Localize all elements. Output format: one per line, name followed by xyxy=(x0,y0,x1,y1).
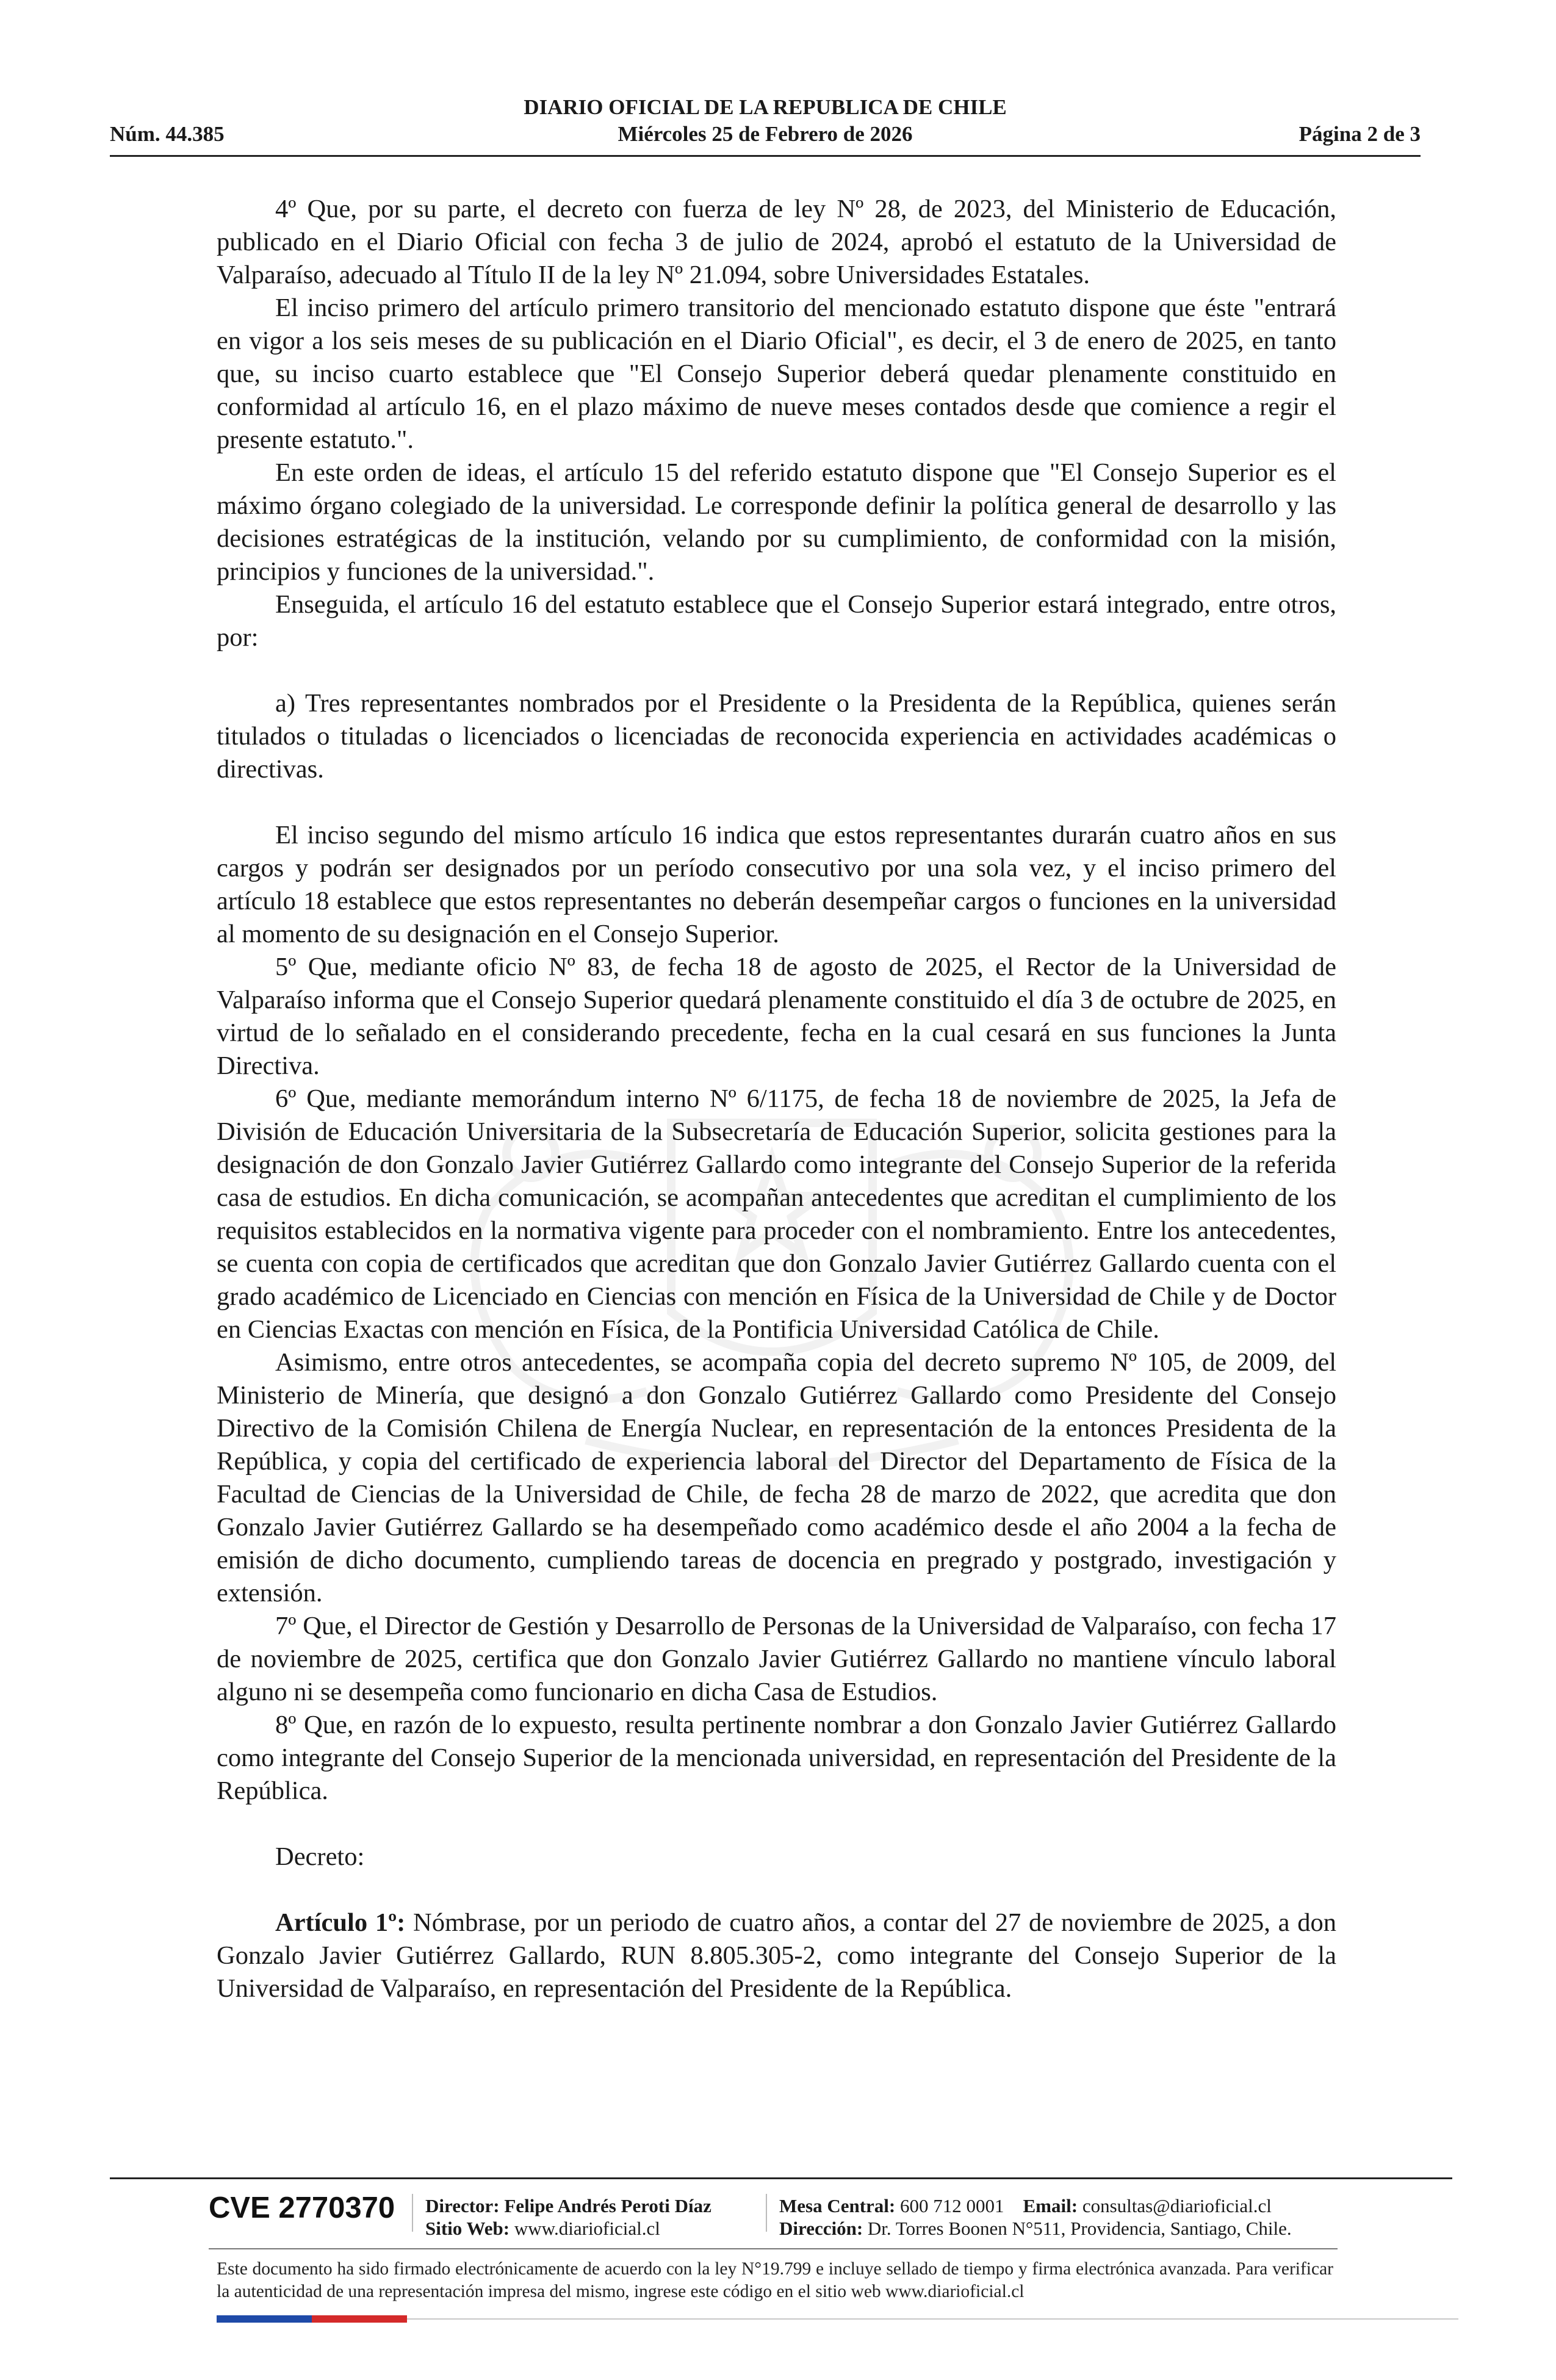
footer-divider xyxy=(766,2194,767,2232)
paragraph-inciso-segundo: El inciso segundo del mismo artículo 16 indica que estos representantes durarán cuatro años en sus cargos y podrán ser designados por un período consecutivo por una sola vez, y el inciso primero del artículo 18 establece que estos representantes no deberán desempeñar cargos o funciones en la universidad al momento de su designación en el Consejo Superior. xyxy=(217,821,1336,948)
director-value: Felipe Andrés Peroti Díaz xyxy=(504,2195,711,2216)
header-rule xyxy=(110,155,1421,157)
paragraph-asimismo: Asimismo, entre otros antecedentes, se acompaña copia del decreto supremo Nº 105, de 2009, del Ministerio de Minería, que designó a don Gonzalo Gutiérrez Gallardo como Presidente del Consejo Directivo de la Comisión Chilena de Energía Nuclear, en representación de la entonces Presidenta de la República, y copia del certificado de experiencia laboral del Director del Departamento de Física de la Facultad de Ciencias de la Universidad de Chile, de fecha 28 de marzo de 2022, que acredita que don Gonzalo Javier Gutiérrez Gallardo se ha desempeñado como académico desde el año 2004 a la fecha de emisión de dicho documento, cumpliendo tareas de docencia en pregrado y postgrado, investigación y extensión. xyxy=(217,1348,1336,1607)
paragraph-literal-a: a) Tres representantes nombrados por el Presidente o la Presidenta de la República, quienes serán titulados o tituladas o licenciados o licenciadas de reconocida experiencia en actividades académicas o directivas. xyxy=(217,689,1336,784)
cve-code: CVE 2770370 xyxy=(209,2191,395,2224)
article-1 xyxy=(217,1906,1336,2005)
address-value: Dr. Torres Boonen N°511, Providencia, Santiago, Chile. xyxy=(867,2218,1292,2239)
email-label: Email: xyxy=(1023,2195,1078,2216)
flag-rule xyxy=(407,2318,1458,2320)
paragraph-considerando-8: 8º Que, en razón de lo expuesto, resulta pertinente nombrar a don Gonzalo Javier Gutiérrez Gallardo como integrante del Consejo Superior de la mencionada universidad, en representación del Presidente de la República. xyxy=(217,1711,1336,1805)
issue-number: Núm. 44.385 xyxy=(110,122,225,146)
decreto-heading: Decreto: xyxy=(275,1842,365,1871)
site-label: Sitio Web: xyxy=(425,2218,510,2239)
flag-red-segment xyxy=(312,2315,407,2323)
footer-rule xyxy=(110,2177,1452,2179)
article-1-text: Nómbrase, por un periodo de cuatro años, a contar del 27 de noviembre de 2025, a don Gonzalo Javier Gutiérrez Gallardo, RUN 8.805.305-2, como integrante del Consejo Superior de la Universidad de Valparaíso, en representación del Presidente de la República. xyxy=(217,1908,1336,2003)
page-number: Página 2 de 3 xyxy=(1298,122,1421,146)
phone-value: 600 712 0001 xyxy=(900,2195,1004,2216)
paragraph-articulo-16: Enseguida, el artículo 16 del estatuto establece que el Consejo Superior estará integrado, entre otros, por: xyxy=(217,590,1336,652)
flag-blue-segment xyxy=(217,2315,312,2323)
footer-divider xyxy=(412,2194,413,2232)
page-header xyxy=(110,92,1421,159)
issue-date: Miércoles 25 de Febrero de 2026 xyxy=(618,122,913,146)
director-label: Director: xyxy=(425,2195,500,2216)
email-link[interactable]: consultas@diarioficial.cl xyxy=(1082,2195,1272,2216)
paragraph-transitorio: El inciso primero del artículo primero transitorio del mencionado estatuto dispone que éste "entrará en vigor a los seis meses de su publicación en el Diario Oficial", es decir, el 3 de enero de 2025, en tanto que, su inciso cuarto establece que "El Consejo Superior deberá quedar plenamente constituido en conformidad al artículo 16, en el plazo máximo de nueve meses contados desde que comience a regir el presente estatuto.". xyxy=(217,294,1336,454)
paragraph-considerando-4: 4º Que, por su parte, el decreto con fuerza de ley Nº 28, de 2023, del Ministerio de Educación, publicado en el Diario Oficial con fecha 3 de julio de 2024, aprobó el estatuto de la Universidad de Valparaíso, adecuado al Título II de la ley Nº 21.094, sobre Universidades Estatales. xyxy=(217,195,1336,289)
footer-contact-block xyxy=(779,2194,1292,2240)
paragraph-considerando-6: 6º Que, mediante memorándum interno Nº 6/1175, de fecha 18 de noviembre de 2025, la Jefa de División de Educación Universitaria de la Subsecretaría de Educación Superior, solicita gestiones para la designación de don Gonzalo Javier Gutiérrez Gallardo como integrante del Consejo Superior de la referida casa de estudios. En dicha comunicación, se acompañan antecedentes que acreditan el cumplimiento de los requisitos establecidos en la normativa vigente para proceder con el nombramiento. Entre los antecedentes, se cuenta con copia de certificados que acreditan que don Gonzalo Javier Gutiérrez Gallardo cuenta con el grado académico de Licenciado en Ciencias con mención en Física de la Universidad de Chile y de Doctor en Ciencias Exactas con mención en Física, de la Pontificia Universidad Católica de Chile. xyxy=(217,1084,1336,1344)
footer-inner-rule xyxy=(209,2248,1338,2249)
paragraph-considerando-7: 7º Que, el Director de Gestión y Desarrollo de Personas de la Universidad de Valparaíso, con fecha 17 de noviembre de 2025, certifica que don Gonzalo Javier Gutiérrez Gallardo no mantiene vínculo laboral alguno ni se desempeña como funcionario en dicha Casa de Estudios. xyxy=(217,1612,1336,1706)
site-link[interactable]: www.diarioficial.cl xyxy=(514,2218,660,2239)
signature-disclaimer: Este documento ha sido firmado electrónicamente de acuerdo con la ley N°19.799 e incluye sellado de tiempo y firma electrónica avanzada. Para verificar la autenticidad de una representación impresa del mismo, ingrese este código en el sitio web www.diarioficial.cl xyxy=(217,2259,1333,2301)
chile-flag-bar xyxy=(217,2315,407,2323)
footer-director-block xyxy=(425,2194,711,2240)
publication-title: DIARIO OFICIAL DE LA REPUBLICA DE CHILE xyxy=(524,95,1007,119)
article-1-label: Artículo 1º: xyxy=(275,1908,406,1937)
address-label: Dirección: xyxy=(779,2218,863,2239)
paragraph-considerando-5: 5º Que, mediante oficio Nº 83, de fecha 18 de agosto de 2025, el Rector de la Universidad de Valparaíso informa que el Consejo Superior quedará plenamente constituido el día 3 de octubre de 2025, en virtud de lo señalado en el considerando precedente, fecha en la cual cesará en sus funciones la Junta Directiva. xyxy=(217,953,1336,1080)
document-body xyxy=(217,193,1336,2005)
phone-label: Mesa Central: xyxy=(779,2195,896,2216)
paragraph-articulo-15: En este orden de ideas, el artículo 15 del referido estatuto dispone que "El Consejo Superior es el máximo órgano colegiado de la universidad. Le corresponde definir la política general de desarrollo y las decisiones estratégicas de la institución, velando por su cumplimiento, de conformidad con la misión, principios y funciones de la universidad.". xyxy=(217,458,1336,586)
